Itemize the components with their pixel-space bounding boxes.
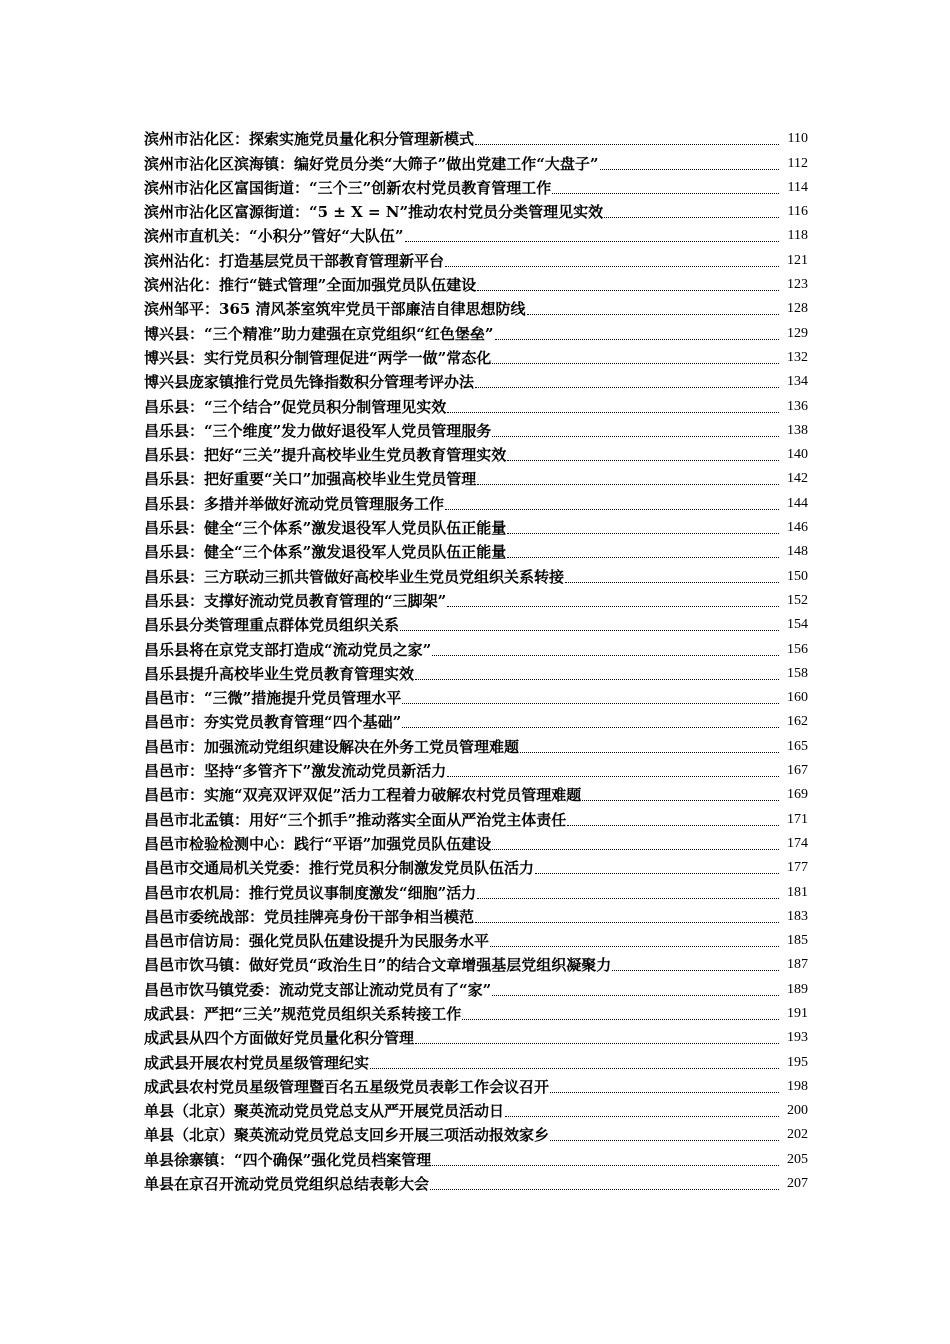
toc-entry[interactable] xyxy=(144,587,808,611)
toc-entry[interactable] xyxy=(144,781,808,805)
toc-entry-title: 昌乐县：三方联动三抓共管做好高校毕业生党员党组织关系转接 xyxy=(144,567,565,586)
toc-entry-title: 成武县从四个方面做好党员量化积分管理 xyxy=(144,1029,415,1048)
toc-dot-leader xyxy=(492,363,779,364)
toc-dot-leader xyxy=(475,387,779,388)
toc-entry-page-number: 110 xyxy=(787,131,808,147)
toc-entry[interactable] xyxy=(144,635,808,659)
toc-entry-title: 昌邑市：实施“双亮双评双促”活力工程着力破解农村党员管理难题 xyxy=(144,786,582,805)
toc-entry-page-number: 171 xyxy=(787,811,808,827)
toc-entry[interactable] xyxy=(144,611,808,635)
toc-entry[interactable] xyxy=(144,732,808,756)
toc-dot-leader xyxy=(604,217,779,218)
toc-entry-title: 昌邑市信访局：强化党员队伍建设提升为民服务水平 xyxy=(144,932,490,951)
toc-entry-title: 滨州市直机关：“小积分”管好“大队伍” xyxy=(144,227,404,246)
toc-entry-title: 昌乐县：多措并举做好流动党员管理服务工作 xyxy=(144,494,445,513)
toc-entry-page-number: 146 xyxy=(787,520,808,536)
toc-entry-page-number: 118 xyxy=(787,228,808,244)
toc-dot-leader xyxy=(402,703,779,704)
toc-dot-leader xyxy=(432,1165,779,1166)
toc-entry-title: 滨州邹平：365 清风茶室筑牢党员干部廉洁自律思想防线 xyxy=(144,300,526,319)
toc-entry[interactable] xyxy=(144,562,808,586)
toc-entry-page-number: 158 xyxy=(787,665,808,681)
toc-dot-leader xyxy=(490,946,779,947)
toc-entry-page-number: 136 xyxy=(787,398,808,414)
toc-entry-title: 单县徐寨镇：“四个确保”强化党员档案管理 xyxy=(144,1150,432,1169)
toc-entry-page-number: 183 xyxy=(787,908,808,924)
toc-entry-page-number: 121 xyxy=(787,252,808,268)
toc-dot-leader xyxy=(475,922,779,923)
toc-dot-leader xyxy=(550,1140,779,1141)
toc-entry-title: 昌邑市：加强流动党组织建设解决在外务工党员管理难题 xyxy=(144,737,520,756)
toc-entry-title: 昌乐县：“三个维度”发力做好退役军人党员管理服务 xyxy=(144,421,492,440)
toc-dot-leader xyxy=(527,314,779,315)
toc-entry-page-number: 123 xyxy=(787,277,808,293)
toc-entry-title: 滨州市沾化区富源街道：“5 ± X = N”推动农村党员分类管理见实效 xyxy=(144,203,604,222)
toc-entry[interactable] xyxy=(144,1170,808,1194)
toc-entry-title: 博兴县：实行党员积分制管理促进“两学一做”常态化 xyxy=(144,348,492,367)
toc-entry[interactable] xyxy=(144,417,808,441)
toc-entry-title: 昌乐县：把好“三关”提升高校毕业生党员教育管理实效 xyxy=(144,446,507,465)
toc-entry-page-number: 207 xyxy=(787,1176,808,1192)
toc-entry-title: 昌邑市委统战部：党员挂牌亮身份干部争相当模范 xyxy=(144,907,475,926)
toc-entry[interactable] xyxy=(144,1097,808,1121)
toc-dot-leader xyxy=(495,339,779,340)
toc-entry[interactable] xyxy=(144,392,808,416)
toc-entry-title: 单县（北京）聚英流动党员党总支回乡开展三项活动报效家乡 xyxy=(144,1126,550,1145)
toc-dot-leader xyxy=(507,533,779,534)
toc-entry-page-number: 154 xyxy=(787,617,808,633)
toc-dot-leader xyxy=(565,582,779,583)
toc-entry-title: 昌邑市饮马镇：做好党员“政治生日”的结合文章增强基层党组织凝聚力 xyxy=(144,956,612,975)
toc-dot-leader xyxy=(462,1019,779,1020)
toc-entry-page-number: 165 xyxy=(787,738,808,754)
toc-dot-leader xyxy=(445,266,779,267)
toc-dot-leader xyxy=(567,825,779,826)
toc-dot-leader xyxy=(520,752,779,753)
toc-entry[interactable] xyxy=(144,125,808,149)
toc-dot-leader xyxy=(447,412,779,413)
toc-entry[interactable] xyxy=(144,368,808,392)
toc-dot-leader xyxy=(552,193,779,194)
toc-entry-title: 昌邑市交通局机关党委：推行党员积分制激发党员队伍活力 xyxy=(144,859,535,878)
toc-dot-leader xyxy=(402,727,779,728)
toc-entry-title: 昌乐县：“三个结合”促党员积分制管理见实效 xyxy=(144,397,447,416)
toc-entry[interactable] xyxy=(144,222,808,246)
toc-entry-title: 单县在京召开流动党员党组织总结表彰大会 xyxy=(144,1175,430,1194)
toc-entry-page-number: 140 xyxy=(787,447,808,463)
toc-dot-leader xyxy=(612,970,779,971)
toc-dot-leader xyxy=(445,509,779,510)
toc-entry-page-number: 162 xyxy=(787,714,808,730)
toc-entry[interactable] xyxy=(144,1121,808,1145)
toc-entry-title: 滨州沾化：打造基层党员干部教育管理新平台 xyxy=(144,251,445,270)
toc-entry[interactable] xyxy=(144,1000,808,1024)
toc-entry[interactable] xyxy=(144,489,808,513)
toc-entry[interactable] xyxy=(144,1073,808,1097)
toc-entry-title: 昌邑市：“三微”措施提升党员管理水平 xyxy=(144,689,402,708)
toc-entry[interactable] xyxy=(144,975,808,999)
toc-entry-title: 滨州市沾化区滨海镇：编好党员分类“大筛子”做出党建工作“大盘子” xyxy=(144,154,599,173)
toc-dot-leader xyxy=(477,484,779,485)
toc-dot-leader xyxy=(600,169,779,170)
toc-dot-leader xyxy=(477,290,779,291)
toc-dot-leader xyxy=(432,655,779,656)
toc-entry-page-number: 114 xyxy=(787,179,808,195)
toc-entry[interactable] xyxy=(144,319,808,343)
toc-entry-page-number: 200 xyxy=(787,1103,808,1119)
toc-entry-page-number: 132 xyxy=(787,349,808,365)
toc-entry-page-number: 177 xyxy=(787,860,808,876)
toc-entry-title: 滨州市沾化区富国街道：“三个三”创新农村党员教育管理工作 xyxy=(144,178,552,197)
table-of-contents xyxy=(144,125,808,1194)
toc-entry[interactable] xyxy=(144,684,808,708)
toc-entry-title: 博兴县庞家镇推行党员先锋指数积分管理考评办法 xyxy=(144,373,475,392)
toc-entry-title: 滨州沾化：推行“链式管理”全面加强党员队伍建设 xyxy=(144,276,477,295)
toc-entry[interactable] xyxy=(144,1048,808,1072)
toc-entry-page-number: 189 xyxy=(787,981,808,997)
toc-entry-page-number: 138 xyxy=(787,422,808,438)
toc-entry-page-number: 185 xyxy=(787,933,808,949)
toc-entry[interactable] xyxy=(144,878,808,902)
toc-entry-title: 昌乐县：把好重要“关口”加强高校毕业生党员管理 xyxy=(144,470,477,489)
toc-entry[interactable] xyxy=(144,271,808,295)
toc-entry[interactable] xyxy=(144,830,808,854)
toc-entry-title: 成武县：严把“三关”规范党员组织关系转接工作 xyxy=(144,1004,462,1023)
toc-entry-page-number: 116 xyxy=(787,204,808,220)
toc-entry-page-number: 181 xyxy=(787,884,808,900)
toc-dot-leader xyxy=(492,995,779,996)
toc-entry[interactable] xyxy=(144,903,808,927)
toc-entry-page-number: 152 xyxy=(787,592,808,608)
toc-entry-page-number: 112 xyxy=(787,155,808,171)
toc-dot-leader xyxy=(475,144,779,145)
toc-entry-page-number: 128 xyxy=(787,301,808,317)
toc-entry-page-number: 150 xyxy=(787,568,808,584)
toc-entry-page-number: 156 xyxy=(787,641,808,657)
toc-entry-title: 昌乐县：健全“三个体系”激发退役军人党员队伍正能量 xyxy=(144,543,507,562)
toc-entry-page-number: 198 xyxy=(787,1078,808,1094)
toc-dot-leader xyxy=(447,606,779,607)
toc-dot-leader xyxy=(492,436,779,437)
toc-entry-page-number: 134 xyxy=(787,374,808,390)
toc-entry-page-number: 144 xyxy=(787,495,808,511)
toc-entry[interactable] xyxy=(144,441,808,465)
toc-entry[interactable] xyxy=(144,465,808,489)
toc-dot-leader xyxy=(492,849,779,850)
toc-entry[interactable] xyxy=(144,198,808,222)
toc-dot-leader xyxy=(535,873,779,874)
toc-entry-page-number: 167 xyxy=(787,763,808,779)
toc-entry-title: 成武县农村党员星级管理暨百名五星级党员表彰工作会议召开 xyxy=(144,1077,550,1096)
toc-entry-title: 昌乐县将在京党支部打造成“流动党员之家” xyxy=(144,640,432,659)
toc-entry-page-number: 142 xyxy=(787,471,808,487)
toc-entry[interactable] xyxy=(144,757,808,781)
toc-entry[interactable] xyxy=(144,514,808,538)
toc-entry[interactable] xyxy=(144,149,808,173)
toc-entry-title: 昌邑市北孟镇：用好“三个抓手”推动落实全面从严治党主体责任 xyxy=(144,810,567,829)
toc-dot-leader xyxy=(507,557,779,558)
toc-dot-leader xyxy=(507,460,779,461)
toc-dot-leader xyxy=(415,679,779,680)
toc-entry-page-number: 169 xyxy=(787,787,808,803)
toc-entry-title: 成武县开展农村党员星级管理纪实 xyxy=(144,1053,370,1072)
toc-dot-leader xyxy=(447,776,779,777)
toc-entry-title: 昌邑市饮马镇党委：流动党支部让流动党员有了“家” xyxy=(144,980,492,999)
toc-entry[interactable] xyxy=(144,708,808,732)
toc-entry[interactable] xyxy=(144,1145,808,1169)
toc-entry-title: 昌乐县：支撑好流动党员教育管理的“三脚架” xyxy=(144,591,447,610)
toc-entry-title: 昌乐县提升高校毕业生党员教育管理实效 xyxy=(144,664,415,683)
toc-entry-title: 昌邑市：夯实党员教育管理“四个基础” xyxy=(144,713,402,732)
toc-entry-title: 昌邑市农机局：推行党员议事制度激发“细胞”活力 xyxy=(144,883,477,902)
toc-entry-page-number: 205 xyxy=(787,1151,808,1167)
toc-entry-title: 昌邑市检验检测中心：践行“平语”加强党员队伍建设 xyxy=(144,834,492,853)
toc-entry[interactable] xyxy=(144,660,808,684)
toc-entry[interactable] xyxy=(144,295,808,319)
toc-entry-page-number: 187 xyxy=(787,957,808,973)
toc-dot-leader xyxy=(370,1068,779,1069)
toc-entry-title: 滨州市沾化区：探索实施党员量化积分管理新模式 xyxy=(144,130,475,149)
toc-entry[interactable] xyxy=(144,805,808,829)
toc-entry-page-number: 193 xyxy=(787,1030,808,1046)
toc-dot-leader xyxy=(477,898,779,899)
toc-entry-title: 昌乐县分类管理重点群体党员组织关系 xyxy=(144,616,400,635)
toc-entry-page-number: 148 xyxy=(787,544,808,560)
toc-entry[interactable] xyxy=(144,246,808,270)
toc-entry-page-number: 160 xyxy=(787,690,808,706)
toc-entry[interactable] xyxy=(144,344,808,368)
toc-dot-leader xyxy=(582,800,779,801)
toc-entry[interactable] xyxy=(144,1024,808,1048)
toc-dot-leader xyxy=(415,1043,779,1044)
toc-entry-title: 昌邑市：坚持“多管齐下”激发流动党员新活力 xyxy=(144,762,447,781)
toc-entry[interactable] xyxy=(144,174,808,198)
toc-entry-page-number: 202 xyxy=(787,1127,808,1143)
toc-entry-page-number: 195 xyxy=(787,1054,808,1070)
toc-entry-page-number: 191 xyxy=(787,1005,808,1021)
toc-entry-page-number: 174 xyxy=(787,835,808,851)
toc-dot-leader xyxy=(400,630,779,631)
toc-dot-leader xyxy=(505,1116,779,1117)
toc-entry-page-number: 129 xyxy=(787,325,808,341)
toc-dot-leader xyxy=(430,1189,779,1190)
toc-entry-title: 博兴县：“三个精准”助力建强在京党组织“红色堡垒” xyxy=(144,324,494,343)
toc-entry-title: 昌乐县：健全“三个体系”激发退役军人党员队伍正能量 xyxy=(144,519,507,538)
toc-entry-title: 单县（北京）聚英流动党员党总支从严开展党员活动日 xyxy=(144,1102,505,1121)
toc-entry[interactable] xyxy=(144,538,808,562)
toc-entry[interactable] xyxy=(144,927,808,951)
toc-entry[interactable] xyxy=(144,854,808,878)
toc-entry[interactable] xyxy=(144,951,808,975)
toc-dot-leader xyxy=(405,241,779,242)
toc-dot-leader xyxy=(550,1092,779,1093)
